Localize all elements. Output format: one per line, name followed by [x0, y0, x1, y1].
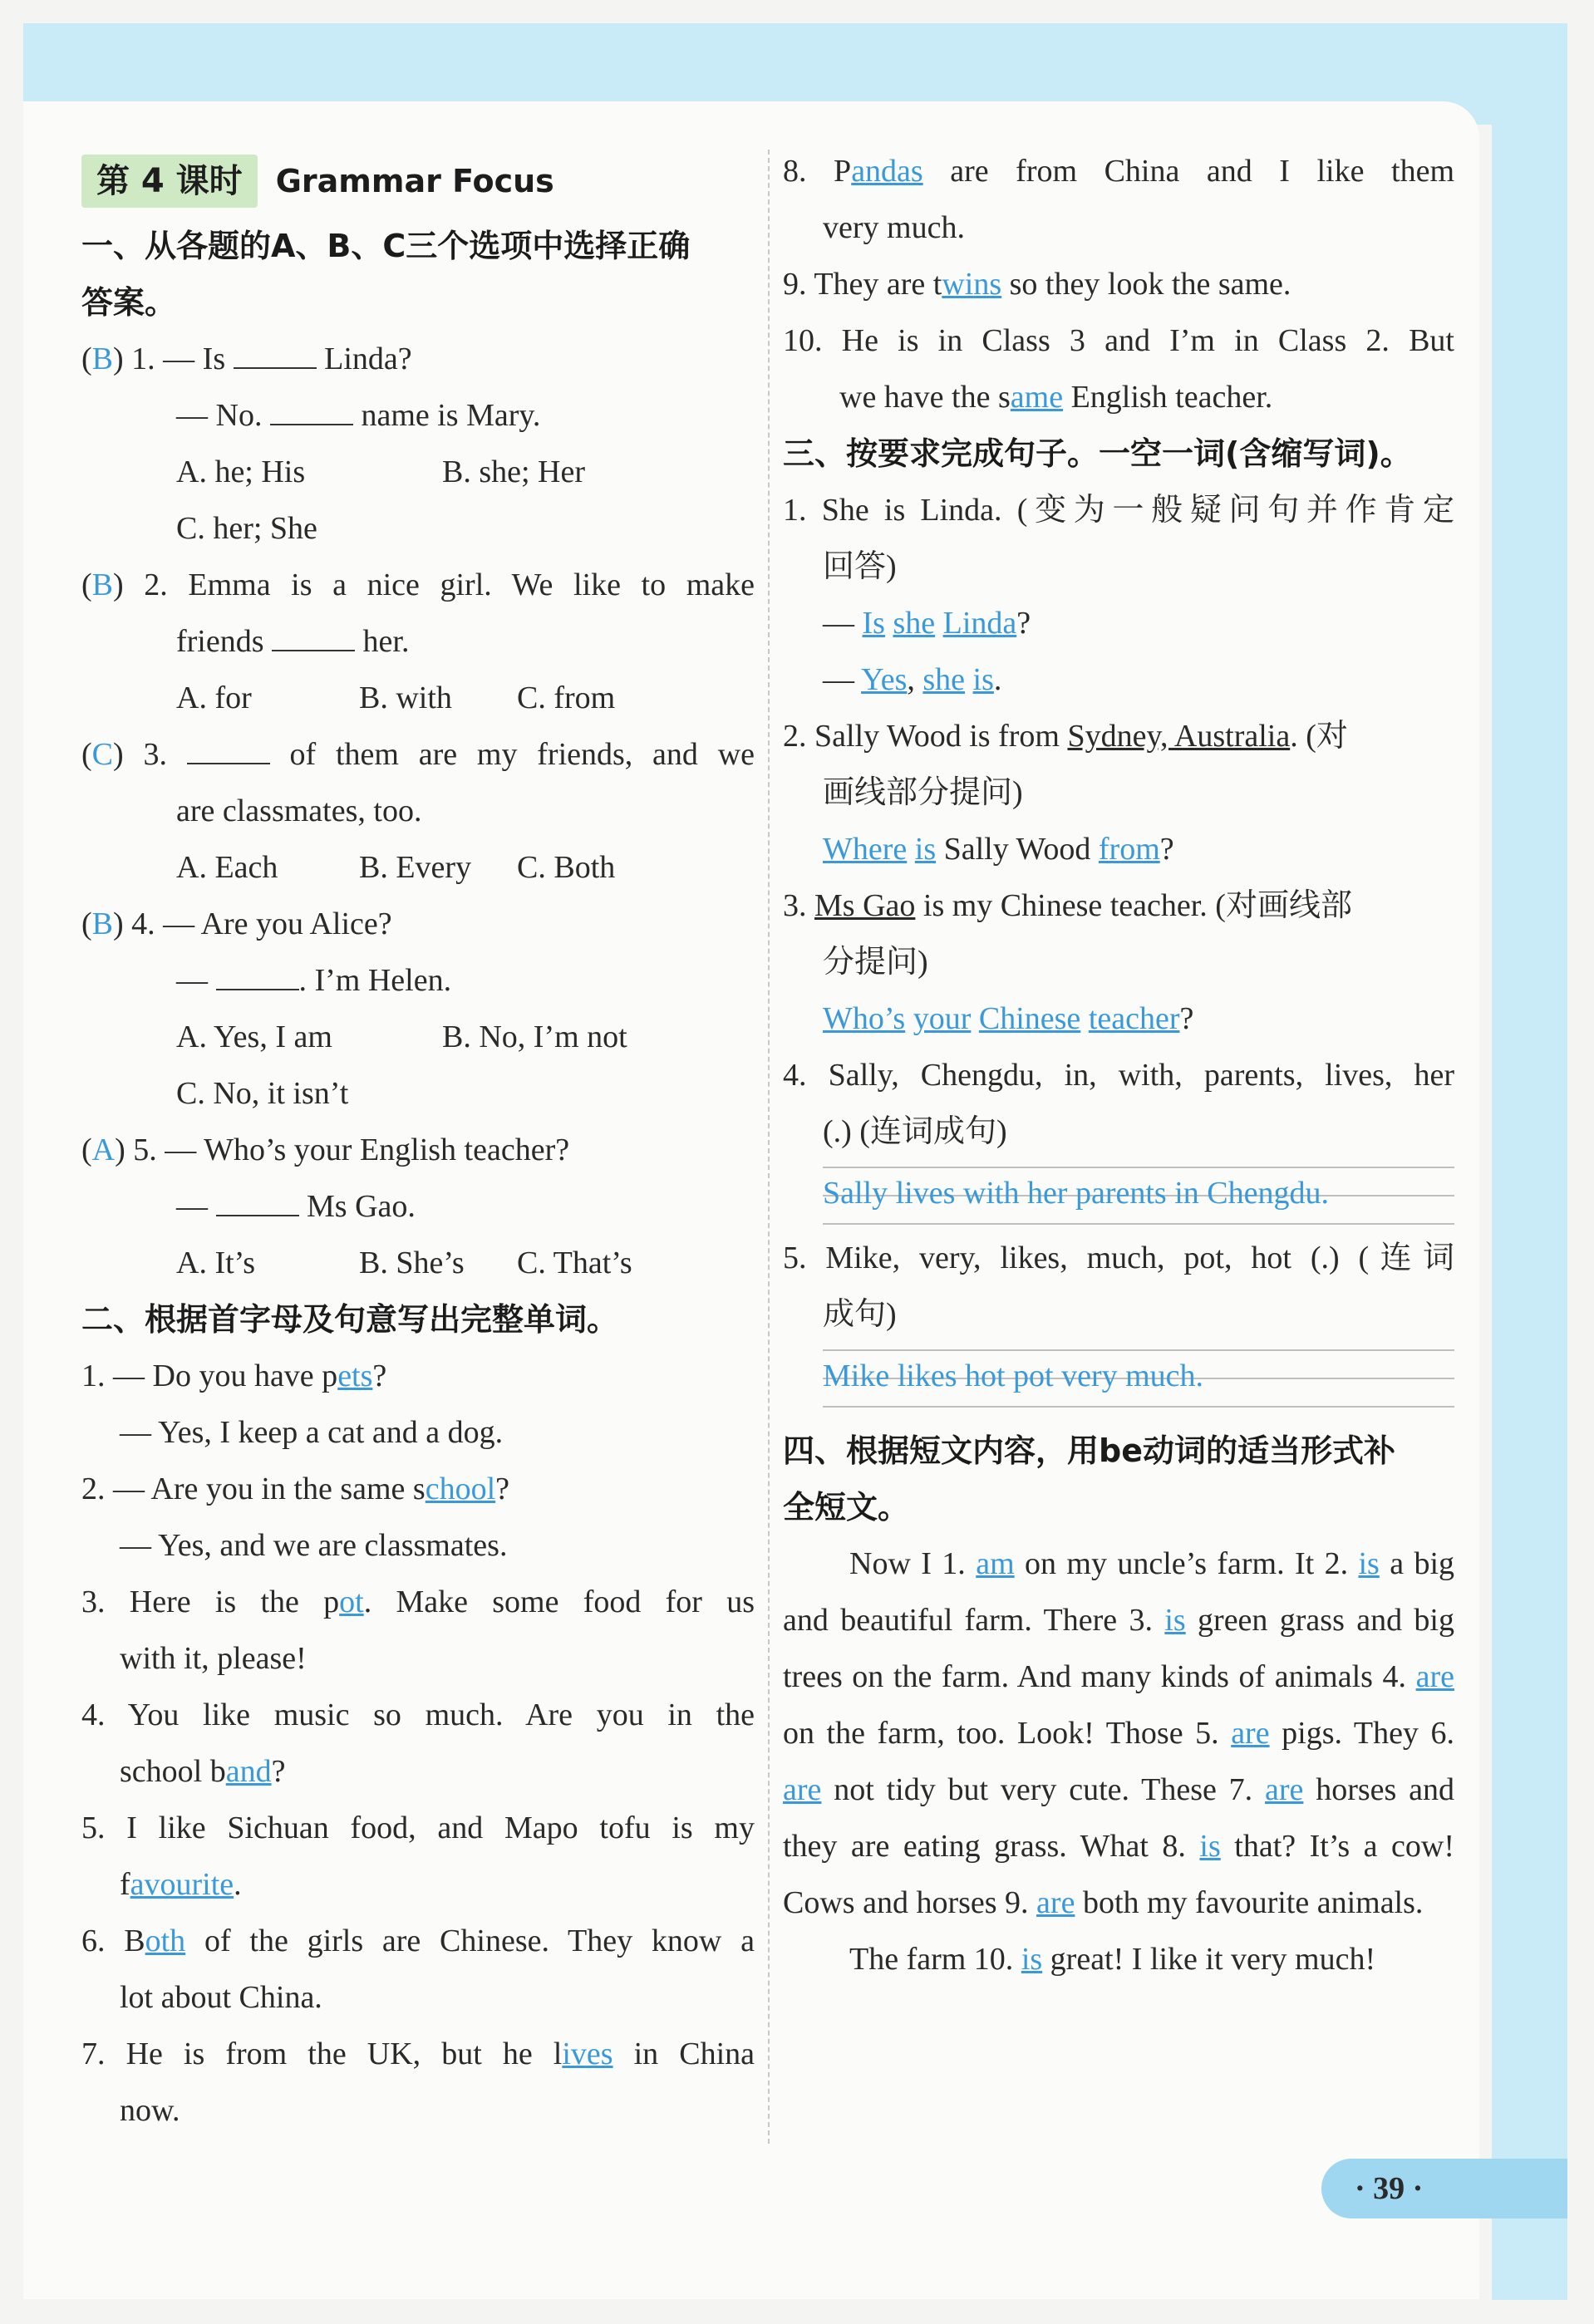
answer-blank: [216, 961, 299, 990]
answer-blank: [216, 1187, 299, 1216]
sentence-4: 4. Sally, Chengdu, in, with, parents, lives, her: [783, 1058, 1454, 1093]
question-4-line2: [81, 952, 755, 1009]
section2-title: 二、根据首字母及句意写出完整单词。: [81, 1301, 619, 1338]
sentence-3: 3. Ms Gao is my Chinese teacher. (对画线部: [783, 888, 1352, 923]
option-a: A. Each: [176, 850, 278, 885]
answer-blank: [272, 622, 355, 651]
section3-title: 三、按要求完成句子。一空一词(含缩写词)。: [783, 435, 1412, 472]
question-1-options: [81, 444, 755, 500]
item-text: . Make some food for us: [363, 1585, 755, 1619]
item-text: 2. Sally Wood is from: [783, 719, 1068, 754]
passage-answer: are: [1036, 1885, 1075, 1920]
sentence-3-answer: Who’s your Chinese teacher?: [823, 1001, 1194, 1036]
answer-word: and: [225, 1754, 272, 1789]
word-item-10: 10. He is in Class 3 and I’m in Class 2. But: [783, 323, 1454, 358]
option-c: C. from: [517, 680, 616, 715]
option-b: B. No, I’m not: [442, 1020, 627, 1054]
word-item-8: [783, 143, 1454, 199]
answer-word: Who’s: [823, 1001, 906, 1036]
word-item-3-line2: with it, please!: [120, 1641, 307, 1676]
page-number: · 39 ·: [1321, 2159, 1567, 2218]
answer-word: chool: [425, 1472, 496, 1506]
answer-word: your: [913, 1001, 972, 1036]
answer-word: wins: [942, 267, 1002, 302]
item-text: so they look the same.: [1001, 267, 1291, 302]
answer-choice: A: [91, 1133, 116, 1167]
question-text: —: [176, 1189, 208, 1224]
answer-word: ives: [562, 2037, 613, 2071]
left-column: [81, 148, 755, 2139]
item-text: .: [234, 1867, 242, 1902]
sentence-1: 1. She is Linda. (变为一般疑问句并作肯定: [783, 493, 1454, 528]
sentence-4-answer: Sally lives with her parents in Chengdu.: [823, 1176, 1329, 1211]
answer-blank: [270, 396, 353, 425]
answer-choice: B: [91, 567, 114, 602]
option-a: A. Yes, I am: [176, 1020, 332, 1054]
passage-answer: are: [1415, 1659, 1454, 1694]
passage-text: horses and they are eating grass. What 8.: [783, 1772, 1455, 1864]
passage-answer: is: [1164, 1603, 1186, 1638]
lesson-header: [81, 148, 755, 214]
passage-text: on my uncle’s farm. It 2.: [1014, 1546, 1349, 1581]
answer-word: avourite: [130, 1867, 234, 1902]
passage-answer: is: [1021, 1942, 1043, 1977]
question-1: (B) 1. — Is Linda?: [81, 331, 755, 387]
question-text: 1. — Is: [131, 341, 226, 376]
sentence-4-line2: (.) (连词成句): [823, 1114, 1007, 1149]
answer-word: Linda: [942, 606, 1017, 641]
lesson-subtitle: Grammar Focus: [275, 163, 554, 199]
right-color-band: [1492, 23, 1567, 2300]
answer-word: teacher: [1088, 1001, 1180, 1036]
answer-word: ets: [337, 1359, 373, 1393]
passage-text: The farm 10.: [849, 1942, 1014, 1977]
sentence-2-answer: Where is Sally Wood from?: [823, 832, 1174, 867]
passage-text: great! I like it very much!: [1042, 1942, 1376, 1977]
option-a: A. he; His: [176, 454, 306, 489]
section4-title-line2: 全短文。: [783, 1489, 910, 1526]
sentence-3-line2: 分提问): [823, 945, 928, 980]
option-a: A. for: [176, 680, 252, 715]
passage-text: a big and beautiful farm. There 3.: [783, 1546, 1455, 1638]
item-text: ?: [372, 1359, 387, 1393]
sentence-1-answer-q: — Is she Linda?: [823, 606, 1031, 641]
right-column: [783, 143, 1454, 1987]
question-text: name is Mary.: [361, 398, 541, 433]
question-4: (B) 4. — Are you Alice?: [81, 907, 392, 941]
word-item-5: 5. I like Sichuan food, and Mapo tofu is my: [81, 1811, 755, 1845]
sentence-4-answer-lines: [823, 1160, 1454, 1230]
answer-choice: B: [91, 341, 114, 376]
item-text: we have the s: [839, 380, 1011, 415]
sentence-5-line2: 成句): [823, 1297, 897, 1332]
question-text: 4. — Are you Alice?: [131, 907, 392, 941]
option-b: B. She’s: [359, 1246, 465, 1280]
sentence-1-answer-a: — Yes, she is.: [823, 662, 1002, 697]
answer-word: ame: [1010, 380, 1064, 415]
answer-word: Yes: [861, 662, 908, 697]
item-text: of the girls are Chinese. They know a: [185, 1924, 755, 1958]
answer-word: andas: [851, 154, 923, 189]
question-text: of them are my friends, and we: [289, 737, 755, 772]
question-2-options: [81, 670, 755, 726]
option-a: A. It’s: [176, 1246, 255, 1280]
answer-blank: [234, 339, 317, 369]
item-text: ?: [271, 1754, 286, 1789]
answer-choice: C: [91, 737, 114, 772]
item-text: 3. Here is the p: [81, 1585, 340, 1619]
item-text: . (对: [1290, 719, 1348, 754]
word-item-6-line2: lot about China.: [120, 1980, 322, 2015]
answer-word: is: [972, 662, 994, 697]
option-c: C. No, it isn’t: [176, 1076, 349, 1111]
passage-text: not tidy but very cute. These 7.: [821, 1772, 1253, 1807]
sentence-5: 5. Mike, very, likes, much, pot, hot (.) (连词: [783, 1241, 1454, 1275]
underlined-phrase: Sydney, Australia: [1067, 719, 1291, 754]
answer-word: Where: [823, 832, 908, 867]
underlined-phrase: Ms Gao: [814, 888, 916, 923]
passage-answer: are: [783, 1772, 822, 1807]
item-text: are from China and I like them: [922, 154, 1454, 189]
word-item-7: [81, 2026, 755, 2082]
word-item-1: [81, 1348, 755, 1404]
passage-answer: is: [1358, 1546, 1380, 1581]
item-text: Sally Wood: [936, 832, 1099, 867]
sentence-5-answer: Mike likes hot pot very much.: [823, 1359, 1204, 1393]
passage-text: pigs. They 6.: [1269, 1716, 1454, 1751]
item-text: school b: [120, 1754, 226, 1789]
item-text: in China: [613, 2037, 755, 2071]
item-text: 6. B: [81, 1924, 145, 1958]
option-c: C. Both: [517, 850, 616, 885]
question-text: friends: [176, 624, 264, 659]
question-text: 2. Emma is a nice girl. We like to make: [144, 567, 755, 602]
passage-text: both my favourite animals.: [1075, 1885, 1424, 1920]
question-5-options: [81, 1235, 755, 1291]
question-text: 5. — Who’s your English teacher?: [133, 1133, 570, 1167]
passage-paragraph-2: [783, 1931, 1454, 1987]
section4-title-line1: 四、根据短文内容，用be动词的适当形式补: [783, 1432, 1395, 1469]
column-divider: [768, 150, 770, 2144]
question-text: . I’m Helen.: [298, 963, 452, 998]
word-item-10-line2: [783, 369, 1454, 425]
question-3-options: [81, 839, 755, 896]
passage-paragraph-1: [783, 1535, 1454, 1931]
answer-word: is: [914, 832, 937, 867]
item-text: 1. — Do you have p: [81, 1359, 338, 1393]
question-2: (B) 2. Emma is a nice girl. We like to make: [81, 567, 755, 602]
question-text: — No.: [176, 398, 263, 433]
word-item-3: [81, 1574, 755, 1630]
question-5: (A) 5. — Who’s your English teacher?: [81, 1133, 570, 1167]
question-text: her.: [362, 624, 410, 659]
passage-answer: are: [1265, 1772, 1304, 1807]
sentence-1-line2: 回答): [823, 549, 897, 584]
item-text: 7. He is from the UK, but he l: [81, 2037, 563, 2071]
answer-word: ot: [339, 1585, 364, 1619]
passage-answer: is: [1199, 1829, 1221, 1864]
option-b: B. Every: [359, 850, 472, 885]
option-c: C. That’s: [517, 1246, 632, 1280]
sentence-2: [783, 708, 1454, 764]
item-text: 9. They are t: [783, 267, 942, 302]
question-text: Linda?: [324, 341, 412, 376]
sentence-2-line2: 画线部分提问): [823, 775, 1023, 810]
word-item-8-line2: very much.: [823, 210, 965, 245]
answer-word: oth: [145, 1924, 186, 1958]
word-item-2: [81, 1461, 755, 1517]
item-text: 2. — Are you in the same s: [81, 1472, 426, 1506]
question-5-line2: [81, 1178, 755, 1235]
word-item-4: 4. You like music so much. Are you in the: [81, 1698, 755, 1732]
word-item-9: [783, 256, 1454, 312]
question-text: —: [176, 963, 208, 998]
item-text: English teacher.: [1063, 380, 1273, 415]
answer-word: she: [922, 662, 966, 697]
question-3-line2: are classmates, too.: [176, 794, 422, 828]
answer-word: she: [893, 606, 936, 641]
word-item-5-line2: [81, 1856, 755, 1913]
item-text: is my Chinese teacher. (对画线部: [915, 888, 1352, 923]
item-text: f: [120, 1867, 130, 1902]
word-item-6: [81, 1913, 755, 1969]
item-text: ?: [495, 1472, 510, 1506]
passage-text: Now I 1.: [849, 1546, 966, 1581]
passage-text: on the farm, too. Look! Those 5.: [783, 1716, 1219, 1751]
question-2-line2: [81, 613, 755, 670]
passage-answer: am: [976, 1546, 1015, 1581]
answer-choice: B: [91, 907, 114, 941]
word-item-2-line2: — Yes, and we are classmates.: [120, 1528, 508, 1563]
answer-blank: [187, 735, 270, 764]
lesson-label: 第 4 课时: [81, 155, 258, 208]
question-1-line2: [81, 387, 755, 444]
item-text: 8. P: [783, 154, 852, 189]
passage-text: green grass and big trees on the farm. And many kinds of animals 4.: [783, 1603, 1454, 1694]
word-item-1-line2: — Yes, I keep a cat and a dog.: [120, 1415, 504, 1450]
answer-word: Is: [862, 606, 885, 641]
passage-text: that? It’s a cow! Cows and horses 9.: [783, 1829, 1455, 1920]
sentence-5-answer-lines: [823, 1343, 1454, 1413]
question-3: (C) 3. of them are my friends, and we: [81, 726, 755, 783]
question-text: 3.: [143, 737, 167, 772]
word-item-4-line2: [81, 1743, 755, 1800]
passage-answer: are: [1231, 1716, 1270, 1751]
option-c: C. her; She: [176, 511, 317, 546]
section1-title-line2: 答案。: [81, 284, 177, 321]
answer-word: Chinese: [978, 1001, 1081, 1036]
word-item-7-line2: now.: [120, 2093, 180, 2128]
question-text: Ms Gao.: [307, 1189, 416, 1224]
option-b: B. with: [359, 680, 452, 715]
question-4-options: [81, 1009, 755, 1065]
section1-title-line1: 一、从各题的A、B、C三个选项中选择正确: [81, 228, 691, 264]
answer-word: from: [1098, 832, 1160, 867]
option-b: B. she; Her: [442, 454, 586, 489]
